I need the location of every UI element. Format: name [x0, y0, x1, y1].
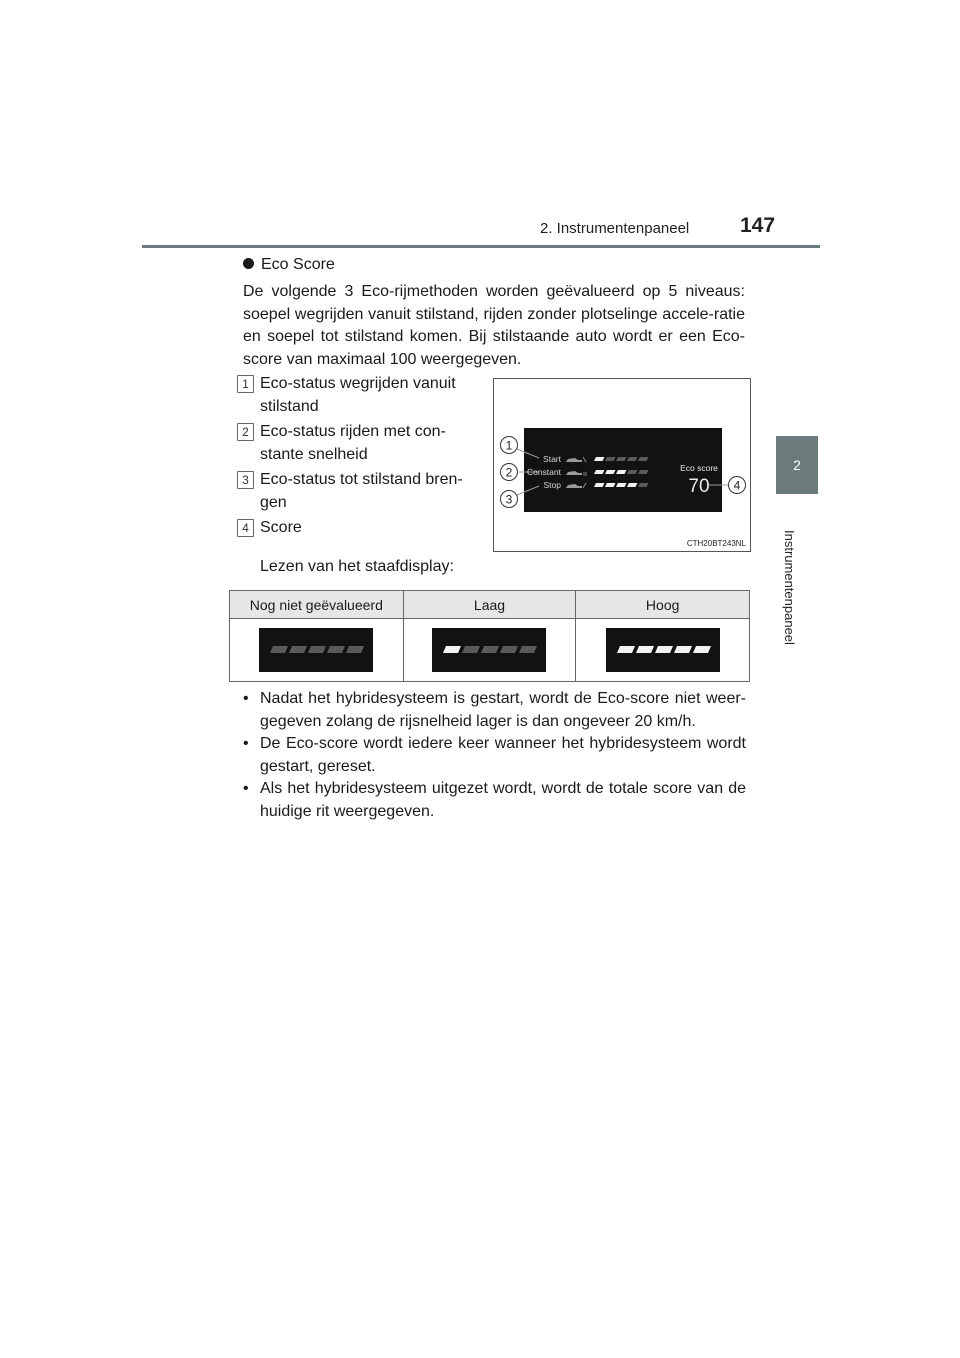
legend-item [237, 517, 477, 543]
bar-segment-4 [674, 646, 692, 653]
bar-segment-5 [693, 646, 711, 653]
bar-display-table [229, 590, 750, 682]
legend-number-1: 1 [237, 375, 254, 393]
legend-item [237, 373, 477, 421]
bullet-heading [243, 254, 335, 277]
note-text-3: Als het hybridesysteem uitgezet wordt, wordt de totale score van de huidige rit weergegeven. [260, 780, 746, 820]
bar-segment-1 [443, 646, 461, 653]
bar-display-high [606, 628, 720, 672]
table-header-high: Hoog [576, 591, 750, 619]
legend-text-3: Eco-status tot stilstand bren-gen [260, 471, 463, 511]
bar-segment-4 [500, 646, 518, 653]
table-row [230, 619, 750, 682]
table-header-low: Laag [403, 591, 576, 619]
score-value: 70 [688, 476, 710, 497]
table-cell-high [576, 619, 750, 682]
callout-number-3: 3 [505, 492, 513, 507]
note-text-2: De Eco-score wordt iedere keer wanneer het hybridesysteem wordt gestart, gereset. [260, 735, 746, 775]
callout-number-2: 2 [505, 465, 513, 480]
notes-list [243, 688, 746, 823]
score-label: Eco score [680, 463, 718, 473]
chapter-tab-label: Instrumentenpaneel [782, 530, 797, 645]
list-bullet: • [243, 690, 249, 707]
legend-item [237, 421, 477, 469]
chapter-tab: 2 [776, 436, 818, 494]
list-item [243, 688, 746, 733]
bar-segment-5 [346, 646, 364, 653]
row-label-stop: Stop [543, 480, 561, 490]
list-bullet: • [243, 780, 249, 797]
row-label-constant: Constant [526, 467, 561, 477]
bar-segment-1 [617, 646, 635, 653]
page-number: 147 [740, 214, 776, 237]
table-cell-low [403, 619, 576, 682]
bar-segment-4 [327, 646, 345, 653]
figure-code: CTH20BT243NL [686, 539, 746, 548]
bar-segments-not-evaluated [259, 628, 373, 672]
note-text-1: Nadat het hybridesysteem is gestart, wordt de Eco-score niet weer-gegeven zolang de rijsnelheid lager is dan ongeveer 20 km/h. [260, 690, 746, 730]
section-title: 2. Instrumentenpaneel [540, 220, 690, 237]
bullet-heading-text: Eco Score [261, 256, 335, 273]
legend-text-4: Score [260, 519, 302, 536]
bar-segment-2 [289, 646, 307, 653]
eco-score-figure [493, 378, 751, 552]
table-cell-not-evaluated [230, 619, 404, 682]
bar-display-intro: Lezen van het staafdisplay: [260, 558, 454, 575]
bar-segment-3 [308, 646, 326, 653]
legend-number-2: 2 [237, 423, 254, 441]
bar-segment-3 [655, 646, 673, 653]
bar-segment-3 [481, 646, 499, 653]
bar-segment-1 [270, 646, 288, 653]
bar-segments-high [606, 628, 720, 672]
list-item [243, 733, 746, 778]
intro-paragraph: De volgende 3 Eco-rijmethoden worden geëvalueerd op 5 niveaus: soepel wegrijden vanuit stilstand, rijden zonder plotselinge accele-ratie en soepel tot stilstand komen. Bij stilstaande auto wordt er een Eco-score van maximaal 100 weergegeven. [243, 283, 745, 368]
callout-number-1: 1 [505, 438, 513, 453]
bar-segment-2 [636, 646, 654, 653]
bar-segment-5 [519, 646, 537, 653]
callout-number-4: 4 [733, 478, 741, 493]
bar-display-low [432, 628, 546, 672]
bar-segment-2 [462, 646, 480, 653]
legend-item [237, 469, 477, 517]
bullet-dot-icon [243, 258, 254, 269]
legend-text-2: Eco-status rijden met con-stante snelheid [260, 423, 446, 463]
legend-number-4: 4 [237, 519, 254, 537]
list-item [243, 778, 746, 823]
eco-score-display-illustration [494, 379, 750, 551]
header-divider [142, 245, 820, 248]
row-label-start: Start [543, 454, 561, 464]
bar-display-not-evaluated [259, 628, 373, 672]
legend-text-1: Eco-status wegrijden vanuit stilstand [260, 375, 456, 415]
table-header-not-evaluated: Nog niet geëvalueerd [230, 591, 404, 619]
table-header-row [230, 591, 750, 619]
legend-number-3: 3 [237, 471, 254, 489]
list-bullet: • [243, 735, 249, 752]
bar-segments-low [432, 628, 546, 672]
